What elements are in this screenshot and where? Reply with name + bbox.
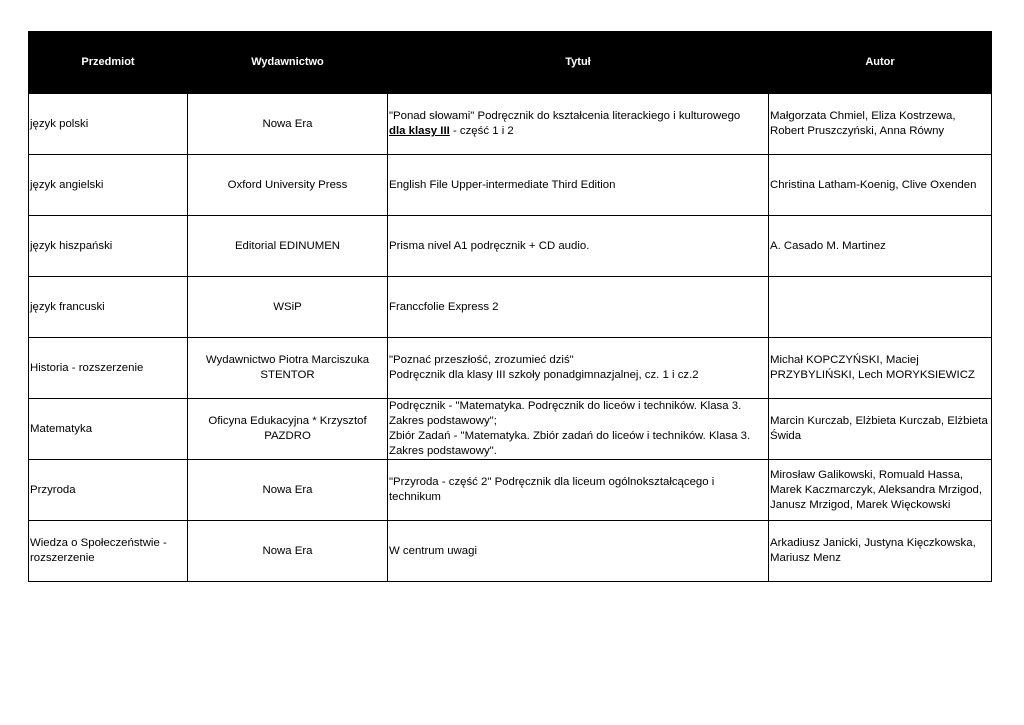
cell-title: Franccfolie Express 2 [388, 277, 769, 338]
table-row [29, 521, 992, 582]
cell-subject: Historia - rozszerzenie [29, 338, 188, 399]
header-author: Autor [769, 32, 992, 94]
header-publisher: Wydawnictwo [188, 32, 388, 94]
cell-publisher: Nowa Era [188, 94, 388, 155]
cell-subject: Przyroda [29, 460, 188, 521]
cell-publisher: Oficyna Edukacyjna * Krzysztof PAZDRO [188, 399, 388, 460]
title-suffix: - część 1 i 2 [449, 125, 514, 137]
table-row [29, 277, 992, 338]
cell-publisher: Editorial EDINUMEN [188, 216, 388, 277]
textbook-table [28, 31, 992, 582]
cell-title: English File Upper-intermediate Third Edition [388, 155, 769, 216]
table-row [29, 94, 992, 155]
table-row [29, 216, 992, 277]
cell-subject: język polski [29, 94, 188, 155]
cell-author: Marcin Kurczab, Elżbieta Kurczab, Elżbieta Świda [769, 399, 992, 460]
cell-title: Prisma nivel A1 podręcznik + CD audio. [388, 216, 769, 277]
cell-author: Mirosław Galikowski, Romuald Hassa, Marek Kaczmarczyk, Aleksandra Mrzigod, Janusz Mrzigod, Marek Więckowski [769, 460, 992, 521]
cell-author: Małgorzata Chmiel, Eliza Kostrzewa, Robert Pruszczyński, Anna Równy [769, 94, 992, 155]
table-row [29, 338, 992, 399]
cell-publisher: WSiP [188, 277, 388, 338]
cell-author [769, 277, 992, 338]
cell-author: Michał KOPCZYŃSKI, Maciej PRZYBYLIŃSKI, Lech MORYKSIEWICZ [769, 338, 992, 399]
cell-subject: język francuski [29, 277, 188, 338]
table-row [29, 460, 992, 521]
cell-title: "Przyroda - część 2" Podręcznik dla liceum ogólnokształcącego i technikum [388, 460, 769, 521]
cell-publisher: Nowa Era [188, 521, 388, 582]
cell-title: "Poznać przeszłość, zrozumieć dziś" Podręcznik dla klasy III szkoły ponadgimnazjalnej, cz. 1 i cz.2 [388, 338, 769, 399]
cell-subject: język hiszpański [29, 216, 188, 277]
table-row [29, 399, 992, 460]
cell-title: W centrum uwagi [388, 521, 769, 582]
table-header-row [29, 32, 992, 94]
cell-title [388, 94, 769, 155]
cell-subject: Matematyka [29, 399, 188, 460]
table-row [29, 155, 992, 216]
header-title: Tytuł [388, 32, 769, 94]
cell-subject: Wiedza o Społeczeństwie - rozszerzenie [29, 521, 188, 582]
cell-author: A. Casado M. Martinez [769, 216, 992, 277]
cell-publisher: Nowa Era [188, 460, 388, 521]
header-subject: Przedmiot [29, 32, 188, 94]
cell-author: Christina Latham-Koenig, Clive Oxenden [769, 155, 992, 216]
title-emphasis: dla klasy III [389, 125, 450, 137]
title-text: "Ponad słowami" Podręcznik do kształcenia literackiego i kulturowego [389, 110, 741, 122]
cell-publisher: Wydawnictwo Piotra Marciszuka STENTOR [188, 338, 388, 399]
cell-author: Arkadiusz Janicki, Justyna Kięczkowska, Mariusz Menz [769, 521, 992, 582]
cell-title: Podręcznik - "Matematyka. Podręcznik do liceów i techników. Klasa 3. Zakres podstawowy"; Zbiór Zadań - "Matematyka. Zbiór zadań do liceów i techników. Klasa 3. Zakres podstawowy". [388, 399, 769, 460]
cell-publisher: Oxford University Press [188, 155, 388, 216]
cell-subject: język angielski [29, 155, 188, 216]
